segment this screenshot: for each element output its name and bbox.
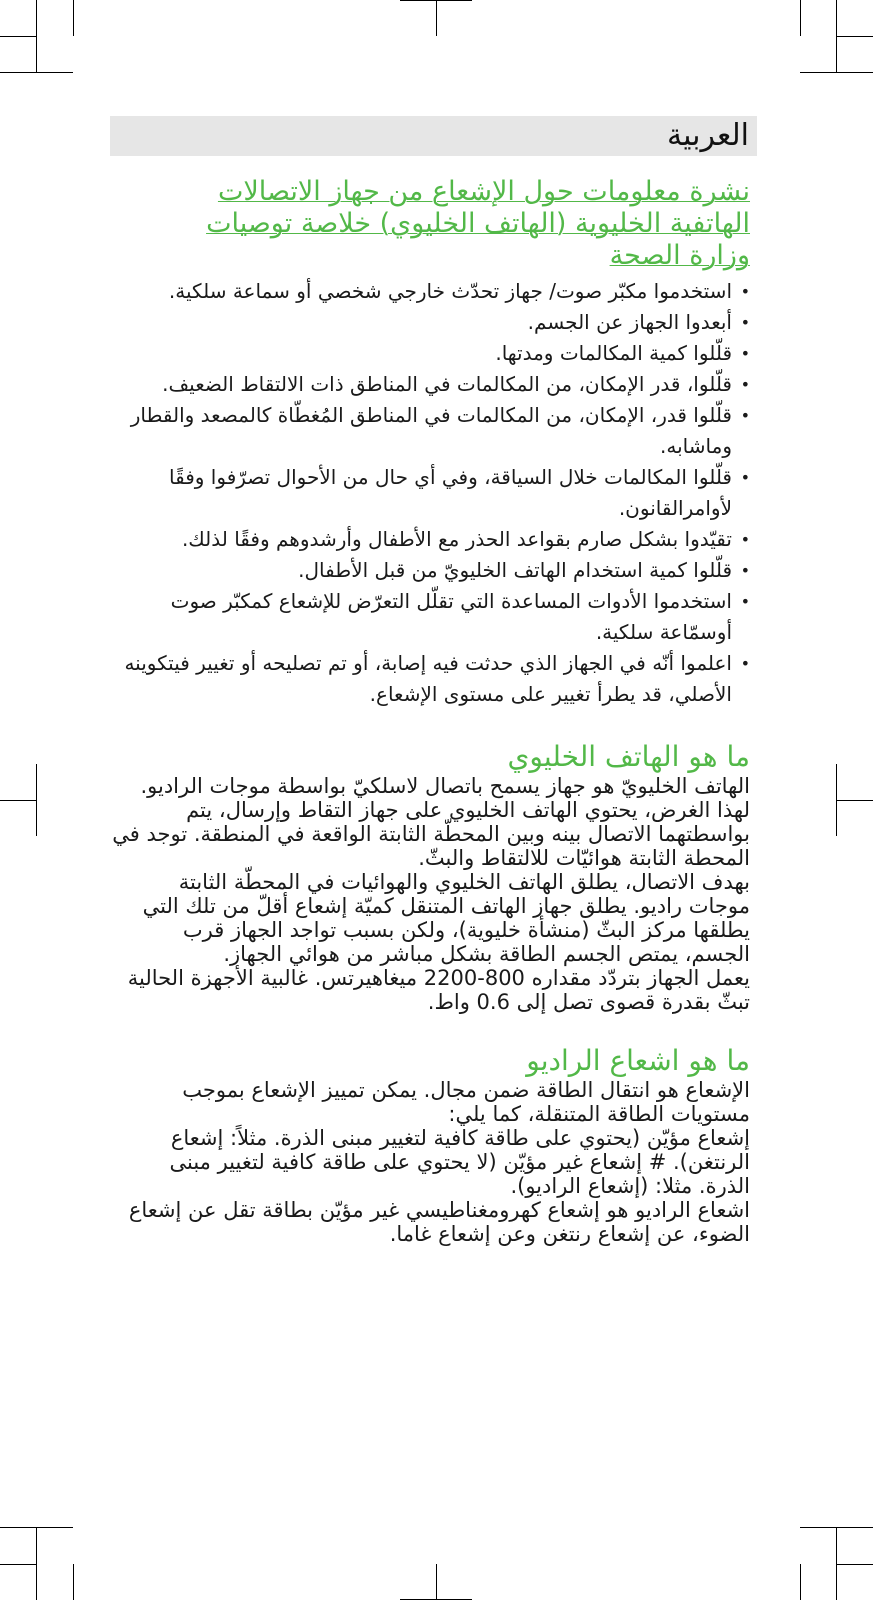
list-item: • اعلموا أنّه في الجهاز الذي حدثت فيه إصابة، أو تم تصليحه أو تغيير فيتكوينه الأصلي، قد يطرأ تغيير على مستوى الإشعاع. [112, 648, 750, 710]
paragraph: يعمل الجهاز بتردّد مقداره 800-2200 ميغاهيرتس. غالبية الأجهزة الحالية تبثّ بقدرة قصوى تصل إلى 0.6 واط. [127, 966, 750, 1014]
list-item: • أبعدوا الجهاز عن الجسم. [112, 307, 750, 338]
section-heading: ما هو اشعاع الراديو [526, 1044, 750, 1077]
list-item: • استخدموا مكبّر صوت/ جهاز تحدّث خارجي شخصي أو سماعة سلكية. [112, 276, 750, 307]
language-label: العربية [667, 118, 749, 153]
paragraph: إشعاع مؤيّن (يحتوي على طاقة كافية لتغيير مبنى الذرة. مثلاً: إشعاع الرنتغن). # إشعاع غير مؤيّن (لا يحتوي على طاقة كافية لتغيير مبنى الذرة. مثلا: (إشعاع الراديو). [169, 1126, 750, 1198]
recommendations-list [112, 276, 750, 710]
document-title: نشرة معلومات حول الإشعاع من جهاز الاتصالات الهاتفية الخليوية (الهاتف الخليوي) خلاصة توصيات وزارة الصحة [206, 176, 750, 271]
list-item: • قلّلوا قدر، الإمكان، من المكالمات في المناطق المُغطّاة كالمصعد والقطار وماشابه. [112, 400, 750, 462]
document-body [112, 176, 750, 1246]
paragraph: اشعاع الراديو هو إشعاع كهرومغناطيسي غير مؤيّن بطاقة تقل عن إشعاع الضوء، عن إشعاع رنتغن وعن إشعاع غاما. [128, 1198, 750, 1246]
list-item: • قلّلوا كمية المكالمات ومدتها. [112, 338, 750, 369]
paragraph: الهاتف الخليويّ هو جهاز يسمح باتصال لاسلكيّ بواسطة موجات الراديو. لهذا الغرض، يحتوي الهاتف الخليوي على جهاز التقاط وإرسال، يتم بواسطتهما الاتصال بينه وبين المحطّة الثابتة الواقعة في المنطقة. توجد في المحطة الثابتة هوائيّات للالتقاط والبثّ. [112, 774, 750, 870]
list-item: • استخدموا الأدوات المساعدة التي تقلّل التعرّض للإشعاع كمكبّر صوت أوسمّاعة سلكية. [112, 586, 750, 648]
list-item: • قلّلوا، قدر الإمكان، من المكالمات في المناطق ذات الالتقاط الضعيف. [112, 369, 750, 400]
section-cellular-phone [112, 740, 750, 1014]
list-item: • قلّلوا المكالمات خلال السياقة، وفي أي حال من الأحوال تصرّفوا وفقًا لأوامرالقانون. [112, 462, 750, 524]
language-header [110, 116, 757, 156]
list-item: • قلّلوا كمية استخدام الهاتف الخليويّ من قبل الأطفال. [112, 555, 750, 586]
section-heading: ما هو الهاتف الخليوي [507, 740, 750, 773]
list-item: • تقيّدوا بشكل صارم بقواعد الحذر مع الأطفال وأرشدوهم وفقًا لذلك. [112, 524, 750, 555]
paragraph: بهدف الاتصال، يطلق الهاتف الخليوي والهوائيات في المحطّة الثابتة موجات راديو. يطلق جهاز الهاتف المتنقل كميّة إشعاع أقلّ من تلك التي يطلقها مركز البثّ (منشأة خليوية)، ولكن بسبب تواجد الجهاز قرب الجسم، يمتص الجسم الطاقة بشكل مباشر من هوائي الجهاز. [142, 870, 750, 966]
section-radio-radiation [112, 1044, 750, 1246]
paragraph: الإشعاع هو انتقال الطاقة ضمن مجال. يمكن تمييز الإشعاع بموجب مستويات الطاقة المتنقلة، كما يلي: [182, 1078, 750, 1126]
